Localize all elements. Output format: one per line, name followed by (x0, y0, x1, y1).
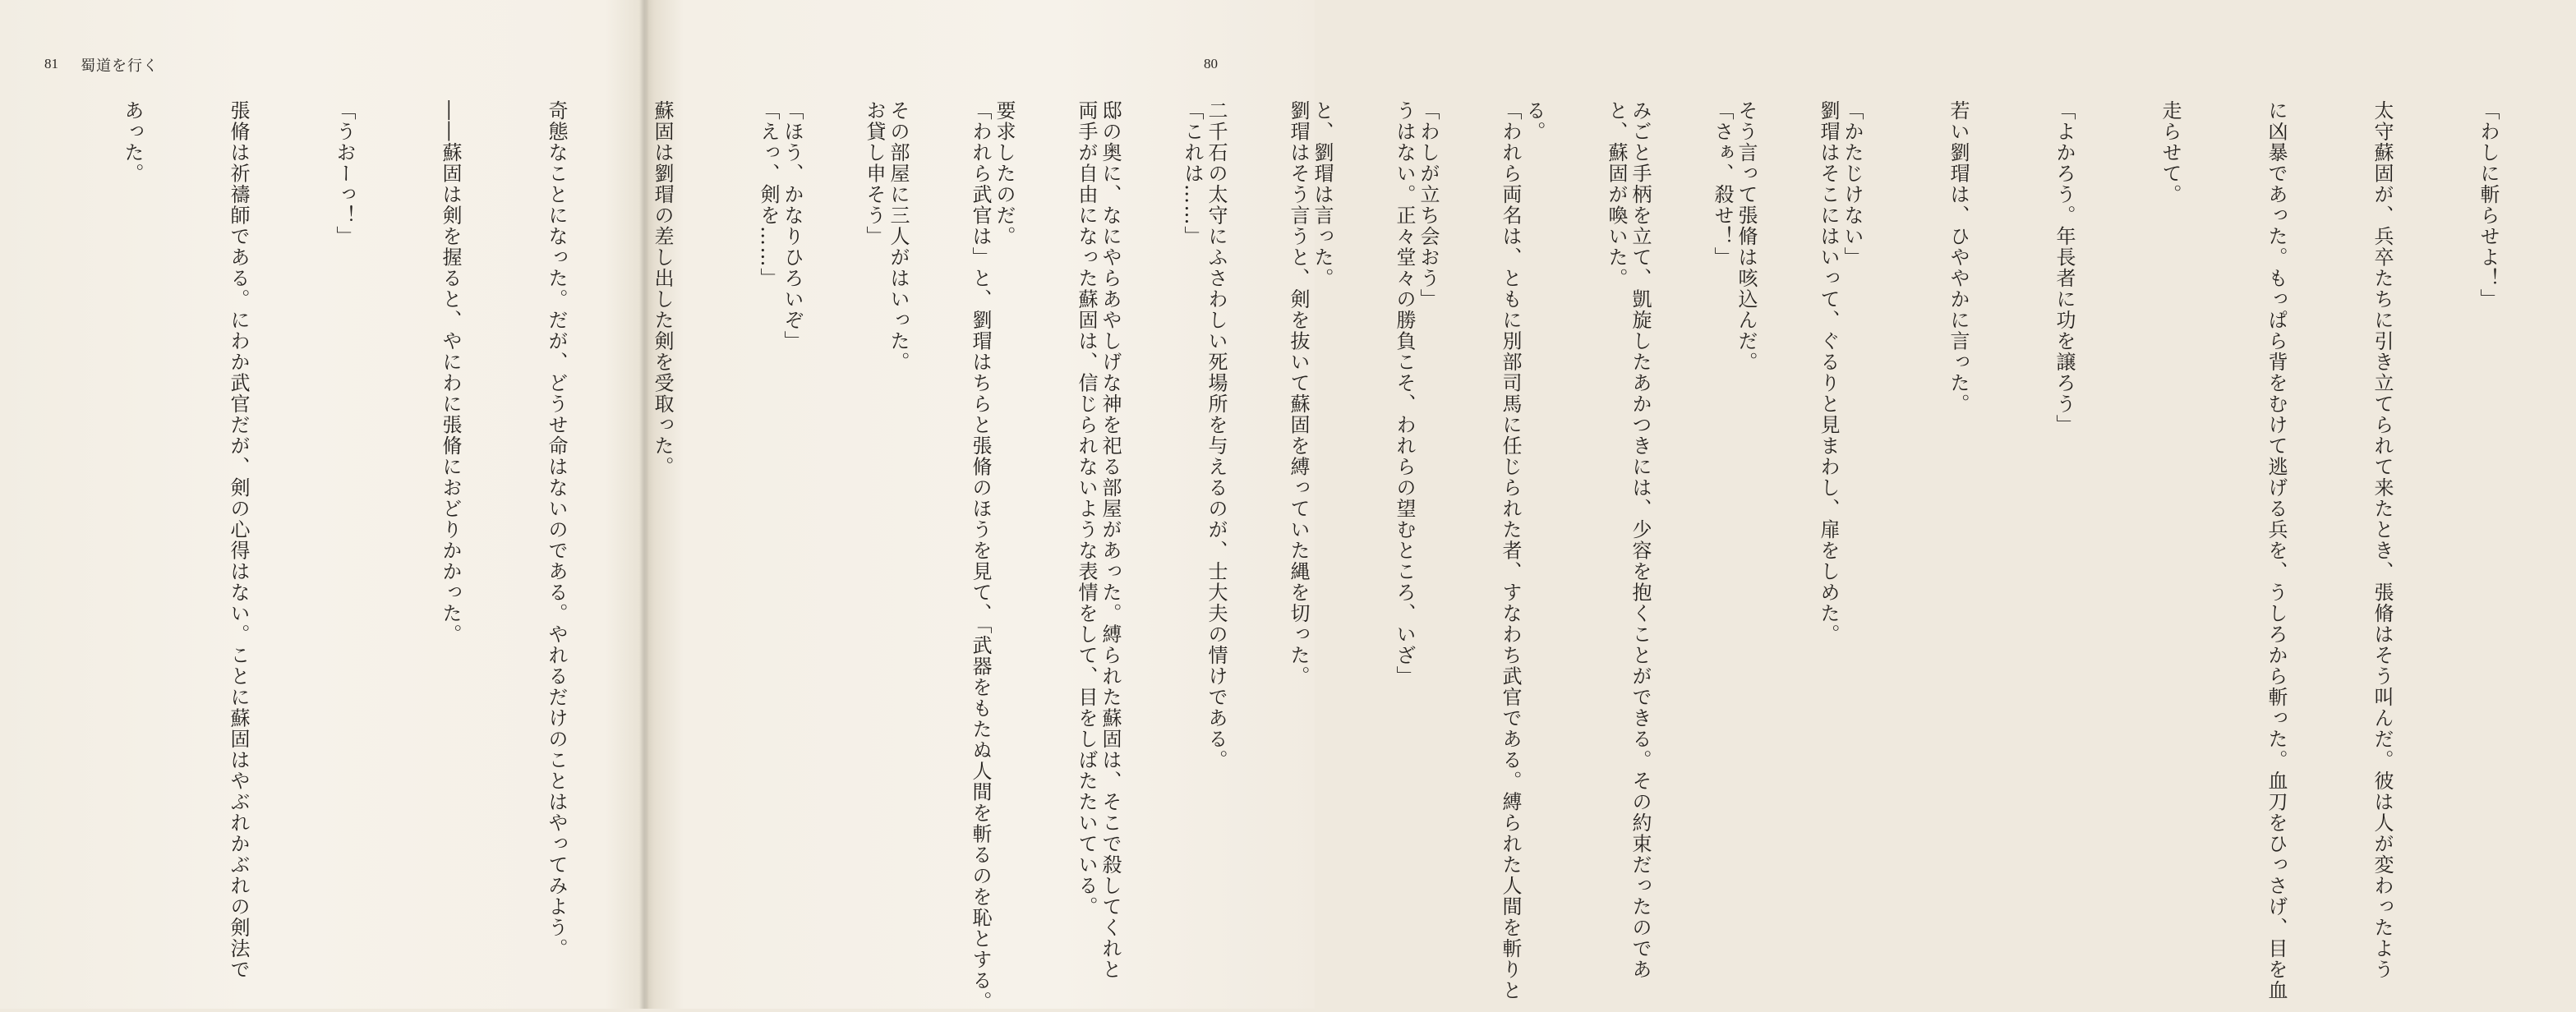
text-line: 「わしが立ち会おう」 (1417, 100, 1440, 310)
text-line: 「われら両名は、ともに別部司馬に任じられた者、すなわち武官である。縛られた人間を斬りと (1499, 100, 1522, 1001)
text-line: 劉瑁はそこにはいって、ぐるりと見まわし、扉をしめた。 (1817, 100, 1840, 645)
text-line: あった。 (121, 100, 144, 184)
text-line: 「さぁ、殺せ！」 (1711, 100, 1734, 268)
text-line: 邸の奥に、なにやらあやしげな神を祀る部屋があった。縛られた蘇固は、そこで殺してくれと (1099, 100, 1122, 980)
text-line: ――蘇固は剣を握ると、やにわに張脩におどりかかった。 (439, 100, 462, 645)
page-number-right: 80 (1204, 56, 1218, 71)
running-head: 蜀道を行く (81, 58, 159, 75)
text-line: 「これは……」 (1181, 100, 1204, 247)
text-line: 「よかろう。年長者に功を譲ろう」 (2053, 100, 2076, 435)
text-line: 二千石の太守にふさわしい死場所を与えるのが、士大夫の情けである。 (1205, 100, 1228, 770)
text-line: 「われら武官は」と、劉瑁はちらと張脩のほうを見て、「武器をもたぬ人間を斬るのを恥とする。 (969, 100, 992, 1012)
text-line: 走らせて。 (2159, 100, 2182, 205)
text-line: 「かたじけない」 (1841, 100, 1864, 268)
text-line: と、蘇固が喚いた。 (1605, 100, 1628, 289)
text-line: その部屋に三人がはいった。 (887, 100, 910, 373)
text-line: 劉瑁はそう言うと、剣を抜いて蘇固を縛っていた縄を切った。 (1287, 100, 1310, 687)
text-line: 張脩は祈禱師である。にわか武官だが、剣の心得はない。ことに蘇固はやぶれかぶれの剣法で (227, 100, 250, 980)
text-line: と、劉瑁は言った。 (1311, 100, 1334, 289)
text-line: に凶暴であった。もっぱら背をむけて逃げる兵を、うしろから斬った。血刀をひっさげ、目を血 (2265, 100, 2288, 1001)
text-line: そう言って張脩は咳込んだ。 (1735, 100, 1758, 373)
text-line: 蘇固は劉瑁の差し出した剣を受取った。 (651, 100, 674, 477)
text-line: 「ほう、かなりひろいぞ」 (781, 100, 804, 352)
text-line: 奇態なことになった。だが、どうせ命はないのである。やれるだけのことはやってみよう。 (545, 100, 568, 959)
text-line: 「えっ、剣を……」 (757, 100, 780, 289)
right-page-text (703, 100, 2576, 1012)
text-line: お貸し申そう」 (863, 100, 886, 247)
text-line: 「うおーっ！」 (333, 100, 356, 247)
page-number-left: 81 (44, 56, 58, 71)
text-line: みごと手柄を立て、凱旋したあかつきには、少容を抱くことができる。その約束だったのであ (1629, 100, 1652, 980)
text-line: 「わしに斬らせよ！」 (2477, 100, 2500, 310)
text-line: 要求したのだ。 (993, 100, 1016, 247)
text-line: 両手が自由になった蘇固は、信じられないような表情をして、目をしばたたいている。 (1075, 100, 1098, 918)
text-line: 太守蘇固が、兵卒たちに引き立てられて来たとき、張脩はそう叫んだ。彼は人が変わったよう (2371, 100, 2394, 980)
text-line: うはない。正々堂々の勝負こそ、われらの望むところ、いざ」 (1393, 100, 1416, 687)
text-line: 若い劉瑁は、ひややかに言った。 (1947, 100, 1970, 415)
text-line: る。 (1523, 100, 1546, 142)
